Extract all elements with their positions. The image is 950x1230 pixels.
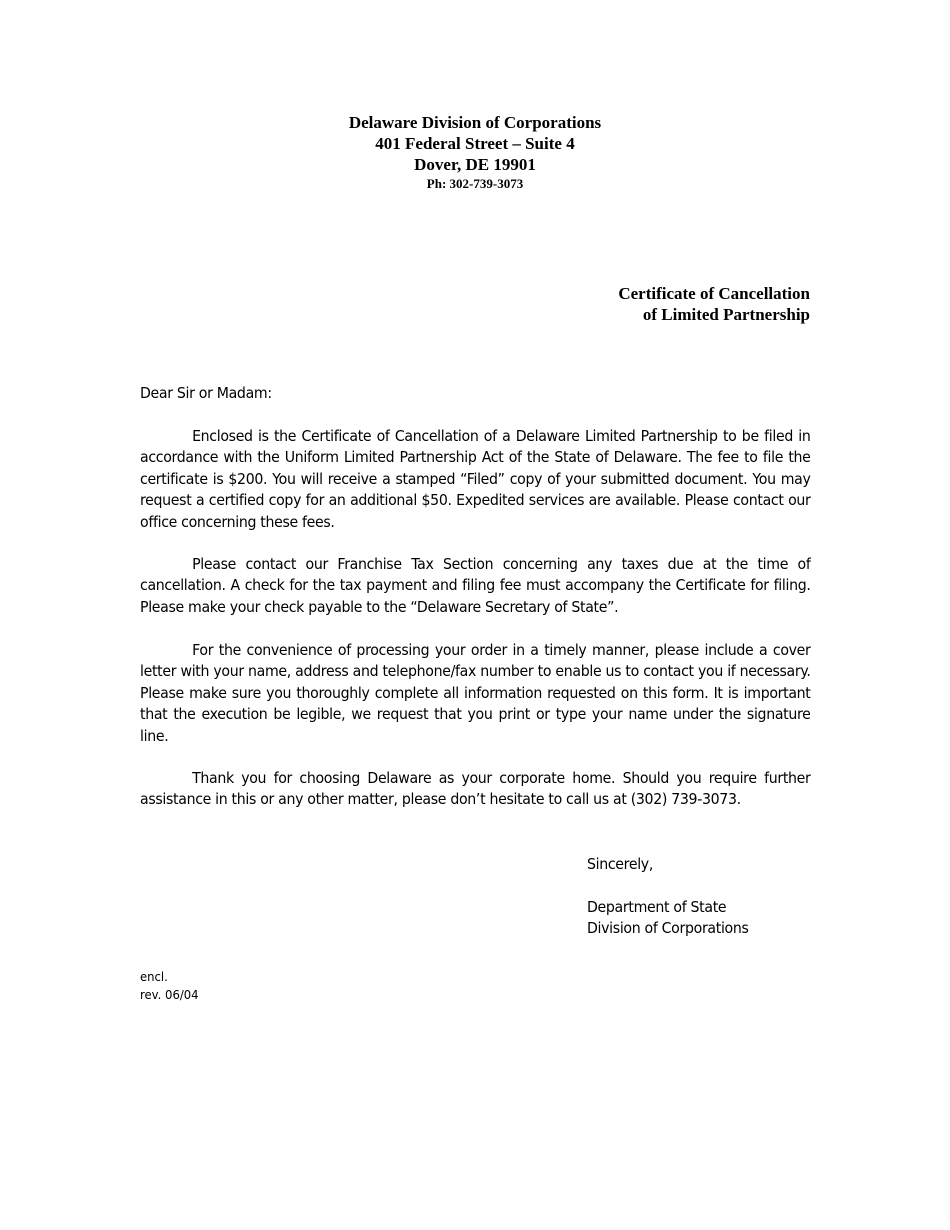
letterhead — [0, 112, 950, 193]
signer-department: Department of State — [587, 898, 727, 916]
salutation: Dear Sir or Madam: — [140, 384, 272, 402]
letterhead-city: Dover, DE 19901 — [414, 155, 536, 174]
document-title-line2: of Limited Partnership — [642, 305, 810, 324]
revision-note: rev. 06/04 — [140, 987, 199, 1002]
enclosure-note: encl. — [140, 969, 168, 984]
paragraph-filing-fees: Enclosed is the Certificate of Cancellation of a Delaware Limited Partnership to be filed in accordance with the Uniform Limited Partnership Act of the State of Delaware. The fee to file the certificate is $200. You will receive a stamped “Filed” copy of your submitted document. You may request a certified copy for an additional $50. Expedited services are available. Please contact our office concerning these fees. — [140, 427, 811, 531]
document-title-line1: Certificate of Cancellation — [618, 284, 810, 303]
footer-notes — [140, 968, 199, 1004]
closing-sign-off: Sincerely, — [587, 855, 654, 873]
signer-division: Division of Corporations — [587, 919, 749, 938]
document-title — [618, 283, 810, 325]
letterhead-organization: Delaware Division of Corporations — [348, 113, 602, 132]
closing-signature-block — [587, 897, 749, 940]
paragraph-cover-letter: For the convenience of processing your order in a timely manner, please include a cover letter with your name, address and telephone/fax number to enable us to contact you if necessary. Please make sure you thoroughly complete all information requested on this form. It is important that the execution be legible, we request that you print or type your name under the signature line. — [140, 641, 811, 745]
paragraph-franchise-tax: Please contact our Franchise Tax Section concerning any taxes due at the time of cancellation. A check for the tax payment and filing fee must accompany the Certificate for filing. Please make your check payable to the “Delaware Secretary of State”. — [140, 555, 811, 616]
paragraph-thank-you: Thank you for choosing Delaware as your corporate home. Should you require further assistance in this or any other matter, please don’t hesitate to call us at (302) 739-3073. — [140, 769, 811, 809]
letterhead-phone: Ph: 302-739-3073 — [426, 176, 524, 191]
letterhead-street: 401 Federal Street – Suite 4 — [375, 134, 575, 153]
